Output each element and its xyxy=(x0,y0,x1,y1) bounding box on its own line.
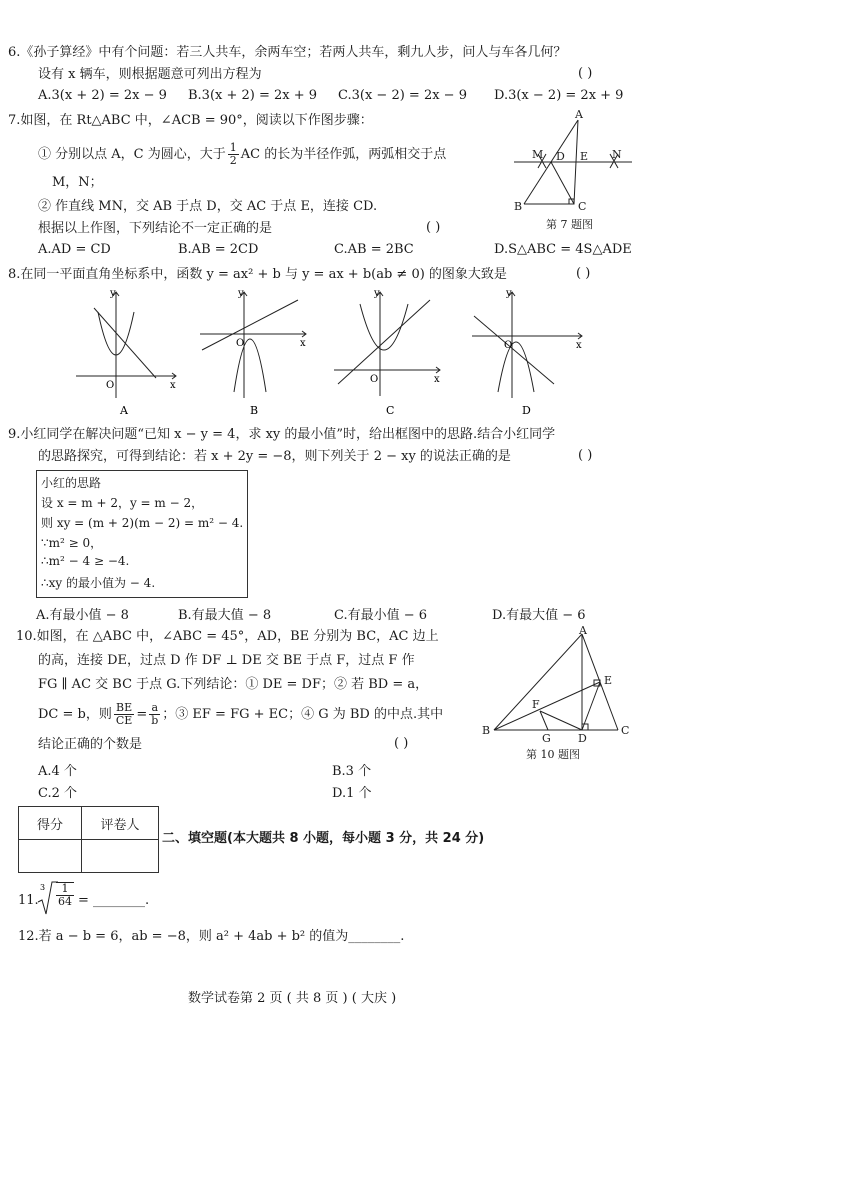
q9-option-a: A.有最小值 − 8 xyxy=(36,608,129,623)
q8a-label: A xyxy=(120,404,128,417)
q10-option-c: C.2 个 xyxy=(38,786,78,801)
q7-label-d: D xyxy=(556,150,565,163)
q7-seg-cd xyxy=(551,162,574,204)
q11-prefix: 11. xyxy=(18,893,39,908)
q10-line3: FG ∥ AC 交 BC 于点 G.下列结论：① DE = DF；② 若 BD = a， xyxy=(38,677,429,692)
q7-option-c: C.AB = 2BC xyxy=(334,242,414,257)
q10-line4-pre: DC = b，则 xyxy=(38,707,112,722)
score-table xyxy=(18,806,159,873)
q9-box-title: 小红的思路 xyxy=(41,476,102,490)
grader-label: 评卷人 xyxy=(82,807,159,840)
q8c-label: C xyxy=(386,404,395,417)
q10-frac1-num: BE xyxy=(114,702,134,715)
q9-box-line5: ∴xy 的最小值为 − 4. xyxy=(41,576,156,590)
q8d-origin: O xyxy=(504,340,513,351)
q9-answer-paren: ( ) xyxy=(578,448,593,463)
q8b-x-label: x xyxy=(300,338,306,349)
q9-line2: 的思路探究，可得到结论：若 x + 2y = −8，则下列关于 2 − xy 的说法正确的是 xyxy=(38,449,511,464)
q7-label-n: N xyxy=(612,148,622,161)
q10-fraction-a-b xyxy=(149,702,160,727)
q8b-origin: O xyxy=(236,338,245,349)
q10-seg-be xyxy=(494,682,600,730)
q10-line1: 10.如图，在 △ABC 中，∠ABC = 45°，AD，BE 分别为 BC，AC 边上 xyxy=(16,629,439,644)
q7-fraction xyxy=(228,142,239,167)
q10-label-c: C xyxy=(621,724,630,737)
q8c-arrows xyxy=(377,292,440,373)
q7-figure xyxy=(508,108,638,230)
q9-box-line4: ∴m² − 4 ≥ −4. xyxy=(41,554,130,568)
q11-fraction xyxy=(56,882,74,908)
q10-option-d: D.1 个 xyxy=(332,786,372,801)
q11-frac-den: 64 xyxy=(58,895,72,908)
q9-option-d: D.有最大值 − 6 xyxy=(492,608,586,623)
q8d-label: D xyxy=(522,404,531,417)
q8d-y-label: y xyxy=(506,288,512,299)
q7-caption: 第 7 题图 xyxy=(546,218,593,231)
q8a-x-label: x xyxy=(170,380,176,391)
q10-line4 xyxy=(38,702,443,727)
q7-frac-num: 1 xyxy=(229,141,237,154)
q6-option-b: B.3(x + 2) = 2x + 9 xyxy=(188,88,318,103)
q11-radical xyxy=(36,878,58,918)
q6-option-a: A.3(x + 2) = 2x − 9 xyxy=(38,88,167,103)
q10-figure xyxy=(478,626,638,744)
q10-label-d: D xyxy=(578,732,587,744)
q10-fraction-be-ce xyxy=(114,702,134,727)
q7-option-b: B.AB = 2CD xyxy=(178,242,259,257)
q8b-y-label: y xyxy=(238,288,244,299)
q6-line1: 6.《孙子算经》中有个问题：若三人共车，余两车空；若两人共车，剩九人步，问人与车各几何？ xyxy=(8,45,567,60)
q8d-line xyxy=(474,316,554,384)
q7-step1 xyxy=(38,142,446,167)
q8-graph-c xyxy=(330,288,446,418)
q7-answer-paren: ( ) xyxy=(426,220,441,235)
q11-suffix: = ________. xyxy=(78,893,150,908)
q8c-x-label: x xyxy=(434,374,440,385)
q10-frac1-den: CE xyxy=(115,714,133,727)
q7-label-m: M xyxy=(532,148,544,161)
score-cell[interactable] xyxy=(19,840,82,873)
q8b-line xyxy=(202,300,298,350)
q10-line2: 的高，连接 DE，过点 D 作 DF ⊥ DE 交 BE 于点 F，过点 F 作 xyxy=(38,653,415,668)
q10-label-b: B xyxy=(482,724,491,737)
q9-box-line2: 则 xy = (m + 2)(m − 2) = m² − 4. xyxy=(41,516,244,530)
q10-answer-paren: ( ) xyxy=(394,736,409,751)
page-footer: 数学试卷第 2 页 ( 共 8 页 ) ( 大庆 ) xyxy=(188,991,397,1006)
q8-graph-d xyxy=(468,288,590,418)
q7-step1-cont: M，N； xyxy=(52,175,103,190)
q9-line1: 9.小红同学在解决问题“已知 x − y = 4，求 xy 的最小值”时，给出框图中的思路.结合小红同学 xyxy=(8,427,556,442)
q8a-y-label: y xyxy=(110,288,116,299)
q10-equals: = xyxy=(136,707,148,722)
q9-option-c: C.有最小值 − 6 xyxy=(334,608,428,623)
q12-text: 12.若 a − b = 6，ab = −8，则 a² + 4ab + b² 的值为________. xyxy=(18,929,405,944)
q6-line2: 设有 x 辆车，则根据题意可列出方程为 xyxy=(38,67,262,82)
q7-option-a: A.AD = CD xyxy=(38,242,111,257)
q8a-arrows xyxy=(113,292,176,379)
section2-title: 二、填空题(本大题共 8 小题，每小题 3 分，共 24 分) xyxy=(162,831,485,846)
q7-option-d: D.S△ABC = 4S△ADE xyxy=(494,242,632,257)
q7-label-a: A xyxy=(575,108,583,121)
q11-frac-num: 1 xyxy=(56,882,74,896)
q10-frac2-den: b xyxy=(151,714,159,727)
q8-graph-a xyxy=(70,288,182,418)
q10-caption: 第 10 题图 xyxy=(526,748,580,761)
q10-label-g: G xyxy=(542,732,551,744)
q10-seg-ab xyxy=(494,634,582,730)
q8-line1: 8.在同一平面直角坐标系中，函数 y = ax² + b 与 y = ax + b(ab ≠ 0) 的图象大致是 xyxy=(8,267,507,282)
q8d-x-label: x xyxy=(576,340,582,351)
q6-option-d: D.3(x − 2) = 2x + 9 xyxy=(494,88,624,103)
q10-label-f: F xyxy=(532,698,540,711)
q9-box-line1: 设 x = m + 2，y = m − 2， xyxy=(41,496,204,510)
q8b-arrows xyxy=(241,292,306,337)
q7-label-b: B xyxy=(514,200,523,213)
q7-step2: ② 作直线 MN，交 AB 于点 D，交 AC 于点 E，连接 CD. xyxy=(38,199,378,214)
q8b-label: B xyxy=(250,404,259,417)
q7-label-c: C xyxy=(578,200,587,213)
q8c-line xyxy=(338,300,430,384)
q11-root-index: 3 xyxy=(40,883,46,892)
q10-label-a: A xyxy=(579,626,587,637)
q10-option-a: A.4 个 xyxy=(38,764,77,779)
q8a-origin: O xyxy=(106,380,115,391)
q8-graph-b xyxy=(194,288,314,418)
q10-line4-post: ；③ EF = FG + EC；④ G 为 BD 的中点.其中 xyxy=(162,707,444,722)
q10-label-e: E xyxy=(604,674,613,687)
q7-label-e: E xyxy=(580,150,589,163)
q9-box-line3: ∵m² ≥ 0， xyxy=(41,536,103,550)
q7-frac-den: 2 xyxy=(229,154,237,167)
q7-step1-post: AC 的长为半径作弧，两弧相交于点 xyxy=(240,147,447,162)
score-label: 得分 xyxy=(19,807,82,840)
q10-frac2-num: a xyxy=(149,702,160,715)
grader-cell[interactable] xyxy=(82,840,159,873)
q6-answer-paren: ( ) xyxy=(578,66,593,81)
q8c-y-label: y xyxy=(374,288,380,299)
q9-thinking-box xyxy=(36,470,248,598)
q8c-origin: O xyxy=(370,374,379,385)
q8-answer-paren: ( ) xyxy=(576,266,591,281)
q6-option-c: C.3(x − 2) = 2x − 9 xyxy=(338,88,467,103)
q9-option-b: B.有最大值 − 8 xyxy=(178,608,272,623)
q7-line4: 根据以上作图，下列结论不一定正确的是 xyxy=(38,221,273,236)
q10-option-b: B.3 个 xyxy=(332,764,372,779)
q8a-line xyxy=(94,308,156,378)
q10-line5: 结论正确的个数是 xyxy=(38,737,143,752)
q7-step1-pre: ① 分别以点 A，C 为圆心，大于 xyxy=(38,147,226,162)
q8d-arrows xyxy=(509,292,582,339)
q7-line1: 7.如图，在 Rt△ABC 中，∠ACB = 90°，阅读以下作图步骤： xyxy=(8,113,373,128)
